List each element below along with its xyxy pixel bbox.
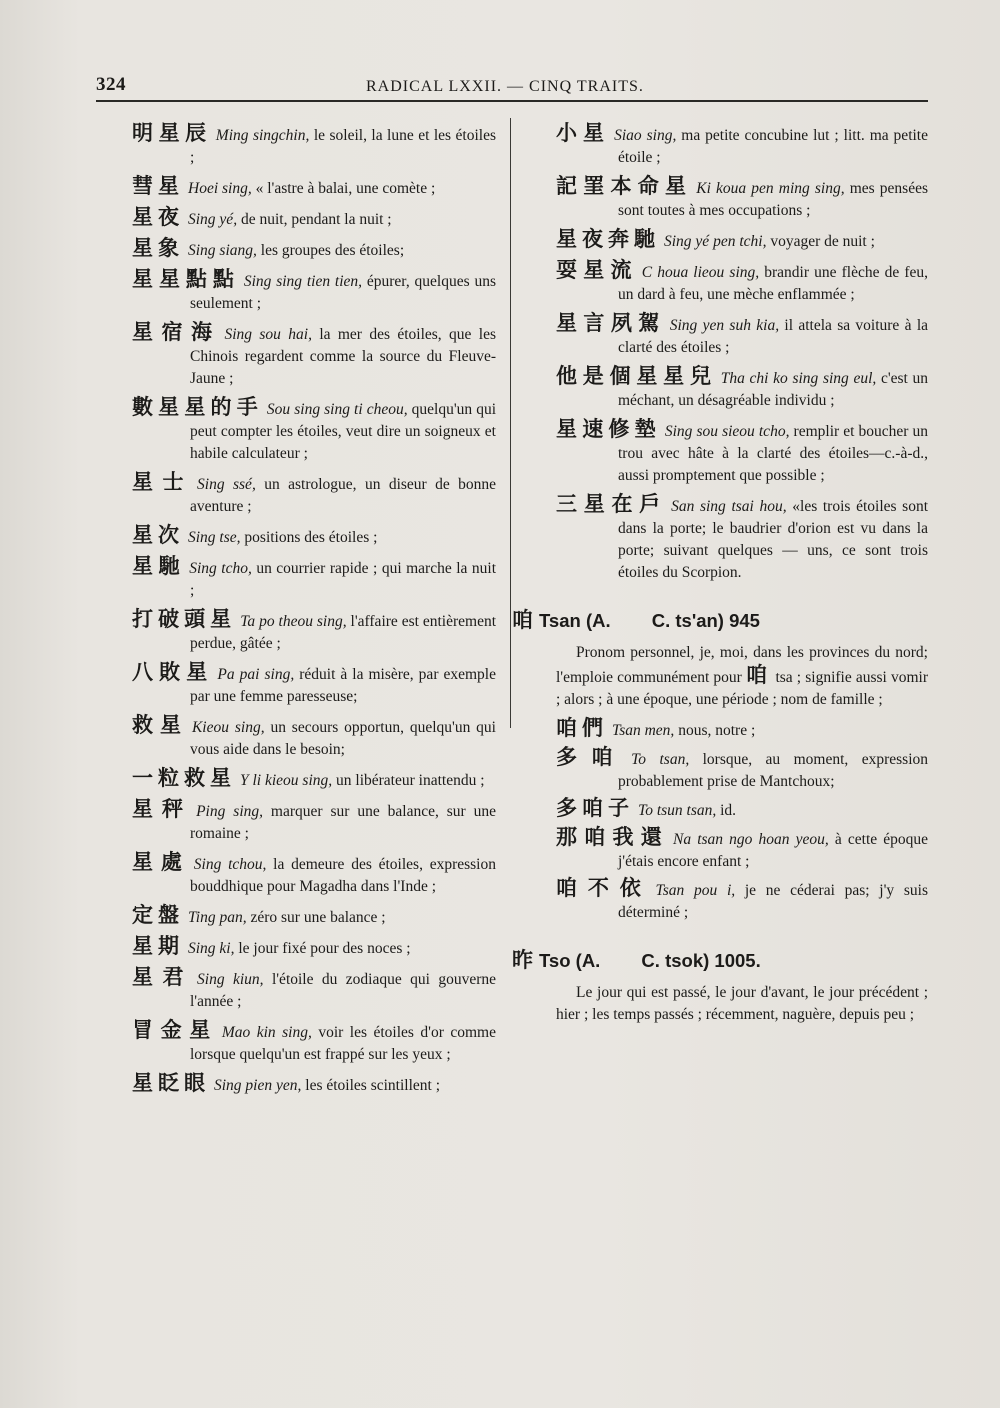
right-column (512, 121, 929, 1032)
entry-definition: à cette époque j'étais encore enfant ; (618, 831, 929, 870)
entry-definition: un courrier rapide ; qui marche la nuit ; (190, 560, 496, 599)
entry-romanization: To tsun tsan, (638, 802, 717, 819)
entry-definition: quelqu'un qui peut compter les étoiles, veut dire un soigneux et habile calculateur ; (190, 401, 496, 462)
entry-definition: je ne céderai pas; j'y suis déterminé ; (618, 882, 928, 921)
entry-characters: 小星 (556, 121, 611, 145)
dictionary-entry (132, 798, 496, 845)
dictionary-entry (132, 122, 496, 169)
entry-definition: l'étoile du zodiaque qui gouverne l'année ; (190, 971, 496, 1010)
entry-romanization: Sou sing sing ti cheou, (266, 401, 408, 418)
entry-romanization: Na tsan ngo hoan yeou, (672, 831, 829, 848)
running-title: RADICAL LXXII. — CINQ TRAITS. (366, 78, 644, 95)
entry-characters: 星夜奔馳 (556, 227, 660, 251)
entry-characters: 三星在戶 (556, 492, 668, 516)
dictionary-entry (132, 935, 496, 960)
entry-characters: 星眨眼 (132, 1071, 210, 1095)
right-entries (556, 122, 928, 584)
entry-definition: lorsque, au moment, expression probablement prise de Mantchoux; (618, 751, 928, 790)
entry-romanization: Pa pai sing, (217, 666, 295, 683)
tsan-definition (556, 642, 928, 711)
tso-heading-char: 昨 (512, 948, 533, 972)
entry-characters: 數星星的手 (132, 395, 263, 419)
entry-characters: 星君 (132, 965, 194, 989)
entry-characters: 咱不依 (556, 876, 652, 900)
entry-romanization: Ta po theou sing, (240, 613, 347, 630)
dictionary-entry (132, 321, 496, 390)
dictionary-entry (132, 471, 496, 518)
entry-definition: brandir une flèche de feu, un dard à feu, une mèche enflammée ; (618, 264, 929, 303)
dictionary-entry (132, 608, 496, 655)
dictionary-entry (556, 259, 928, 306)
entry-characters: 星速修墊 (556, 417, 661, 441)
dictionary-entry (556, 826, 928, 873)
entry-characters: 耍星流 (556, 258, 638, 282)
entry-definition: de nuit, pendant la nuit ; (237, 211, 392, 228)
tso-definition: Le jour qui est passé, le jour d'avant, le jour précédent ; hier ; les temps passés ; récemment, naguère, depuis peu ; (556, 984, 928, 1023)
entry-characters: 多咱子 (556, 796, 634, 820)
entry-romanization: Sing tchou, (193, 856, 267, 873)
entry-characters: 星次 (132, 523, 184, 547)
entry-definition: voir les étoiles d'or comme lorsque quelqu'un est frappé sur les yeux ; (190, 1024, 496, 1063)
entry-characters: 咱們 (556, 716, 608, 740)
entry-definition: « l'astre à balai, une comète ; (251, 180, 436, 197)
left-column (132, 122, 496, 1103)
column-rule (510, 118, 511, 728)
entry-romanization: Tsan pou i, (655, 882, 736, 899)
dictionary-entry (132, 661, 496, 708)
dictionary-entry (132, 767, 496, 792)
entry-definition: un secours opportun, quelqu'un qui vous aide dans le besoin; (190, 719, 496, 758)
entry-characters: 冒金星 (132, 1018, 218, 1042)
entry-definition: le soleil, la lune et les étoiles ; (190, 127, 497, 166)
entry-characters: 一粒救星 (132, 766, 236, 790)
entry-characters: 記罣本命星 (556, 174, 693, 198)
entry-definition: le jour fixé pour des noces ; (234, 940, 411, 957)
entry-romanization: Kieou sing, (191, 719, 265, 736)
entry-characters: 星期 (132, 934, 184, 958)
dictionary-entry (132, 206, 496, 231)
entry-definition: mes pensées sont toutes à mes occupations ; (618, 180, 929, 219)
dictionary-entry (132, 851, 496, 898)
entry-definition: «les trois étoiles sont dans la porte; le baudrier d'orion est vu dans la porte; suivant quelques — uns, ce sont trois étoiles du Scorpion. (618, 498, 929, 581)
tsan-definition-char: 咱 (745, 663, 768, 687)
entry-characters: 定盤 (132, 903, 184, 927)
entry-definition: c'est un méchant, un désagréable individu ; (618, 370, 929, 409)
tsan-heading-char: 咱 (512, 608, 533, 632)
entry-romanization: Ping sing, (196, 803, 263, 820)
entry-romanization: Sing tcho, (189, 560, 252, 577)
dictionary-entry (556, 746, 928, 793)
entry-romanization: C houa lieou sing, (641, 264, 760, 281)
entry-romanization: Ming singchin, (215, 127, 310, 144)
dictionary-entry (556, 418, 928, 487)
entry-definition: la demeure des étoiles, expression bouddhique pour Magadha dans l'Inde ; (190, 856, 496, 895)
entry-characters: 他是個星星兒 (556, 364, 717, 388)
entry-definition: zéro sur une balance ; (246, 909, 386, 926)
entry-definition: l'affaire est entièrement perdue, gâtée ; (190, 613, 497, 652)
entry-definition: il attela sa voiture à la clarté des étoiles ; (618, 317, 928, 356)
entry-romanization: Siao sing, (614, 127, 677, 144)
tsan-entries (556, 717, 928, 924)
dictionary-entry (556, 122, 928, 169)
entry-definition: voyager de nuit ; (766, 233, 875, 250)
entry-characters: 救星 (132, 713, 188, 737)
dictionary-entry (556, 797, 928, 822)
tsan-definition-text-2: tsa ; signifie aussi vomir ; alors ; à une époque, une période ; nom de famille ; (556, 669, 929, 708)
entry-definition: ma petite concubine lut ; litt. ma petite étoile ; (618, 127, 928, 166)
page-number: 324 (96, 74, 126, 95)
entry-characters: 星言夙駕 (556, 311, 666, 335)
entry-romanization: Sing ki, (188, 940, 235, 957)
dictionary-entry (132, 524, 496, 549)
entry-romanization: Sing siang, (188, 242, 257, 259)
dictionary-entry (556, 228, 928, 253)
entry-characters: 星宿海 (132, 320, 221, 344)
tsan-heading-text: Tsan (A. C. ts'an) 945 (539, 610, 760, 631)
dictionary-entry (132, 237, 496, 262)
entry-characters: 打破頭星 (132, 607, 237, 631)
dictionary-entry (556, 717, 928, 742)
entry-characters: 那咱我還 (556, 825, 669, 849)
entry-characters: 彗星 (132, 174, 184, 198)
entry-definition: la mer des étoiles, que les Chinois regardent comme la source du Fleuve-Jaune ; (190, 326, 496, 387)
entry-definition: réduit à la misère, par exemple par une femme paresseuse; (190, 666, 496, 705)
tso-heading-text: Tso (A. C. tsok) 1005. (539, 950, 761, 971)
entry-romanization: Y li kieou sing, (240, 772, 333, 789)
entry-characters: 星馳 (132, 554, 186, 578)
dictionary-entry (556, 312, 928, 359)
dictionary-entry (556, 175, 928, 222)
dictionary-entry (132, 555, 496, 602)
entry-definition: remplir et boucher un trou avec hâte à la clarté des étoiles—c.-à-d., aussi promptement que possible ; (618, 423, 929, 484)
dictionary-entry (132, 1019, 496, 1066)
tso-heading (512, 944, 884, 974)
entry-definition: marquer sur une balance, sur une romaine ; (190, 803, 496, 842)
tsan-heading (512, 604, 884, 634)
entry-definition: id. (716, 802, 737, 819)
entry-definition: positions des étoiles ; (240, 529, 378, 546)
entry-romanization: Sing sou hai, (224, 326, 312, 343)
entry-romanization: Sing tse, (188, 529, 241, 546)
entry-romanization: Sing sing tien tien, (243, 273, 363, 290)
entry-characters: 多咱 (556, 745, 628, 769)
tsan-definition-text-1: Pronom personnel, je, moi, dans les provinces du nord; l'emploie communément pour (556, 644, 928, 686)
entry-characters: 星夜 (132, 205, 184, 229)
entry-romanization: San sing tsai hou, (671, 498, 787, 515)
entry-romanization: Hoei sing, (188, 180, 252, 197)
entry-characters: 星處 (132, 850, 190, 874)
entry-characters: 星秤 (132, 797, 193, 821)
entry-romanization: Tha chi ko sing sing eul, (720, 370, 877, 387)
entry-definition: les groupes des étoiles; (256, 242, 405, 259)
entry-characters: 明星辰 (132, 121, 212, 145)
dictionary-entry (132, 268, 496, 315)
entry-characters: 星象 (132, 236, 184, 260)
entry-romanization: Ki koua pen ming sing, (696, 180, 845, 197)
dictionary-entry (556, 877, 928, 924)
entry-definition: un astrologue, un diseur de bonne aventure ; (190, 476, 497, 515)
entry-definition: nous, notre ; (674, 722, 756, 739)
dictionary-entry (132, 1072, 496, 1097)
entry-romanization: Sing kiun, (197, 971, 264, 988)
entry-romanization: To tsan, (631, 751, 690, 768)
entry-romanization: Sing yé, (188, 211, 238, 228)
running-header (96, 72, 928, 102)
entry-romanization: Ting pan, (188, 909, 247, 926)
entry-romanization: Sing yé pen tchi, (664, 233, 767, 250)
dictionary-entry (132, 904, 496, 929)
entry-characters: 八敗星 (132, 660, 214, 684)
entry-romanization: Sing pien yen, (214, 1077, 302, 1094)
dictionary-entry (556, 365, 928, 412)
dictionary-entry (132, 714, 496, 761)
entry-characters: 星士 (132, 470, 194, 494)
entry-romanization: Mao kin sing, (221, 1024, 312, 1041)
entry-definition: les étoiles scintillent ; (301, 1077, 441, 1094)
entry-romanization: Sing yen suh kia, (669, 317, 780, 334)
entry-characters: 星星點點 (132, 267, 240, 291)
entry-definition: épurer, quelques uns seulement ; (190, 273, 496, 312)
dictionary-entry (556, 493, 928, 584)
dictionary-entry (132, 175, 496, 200)
entry-definition: un libérateur inattendu ; (332, 772, 485, 789)
dictionary-entry (132, 396, 496, 465)
dictionary-entry (132, 966, 496, 1013)
entry-romanization: Sing sou sieou tcho, (664, 423, 790, 440)
entry-romanization: Sing ssé, (197, 476, 256, 493)
entry-romanization: Tsan men, (612, 722, 675, 739)
